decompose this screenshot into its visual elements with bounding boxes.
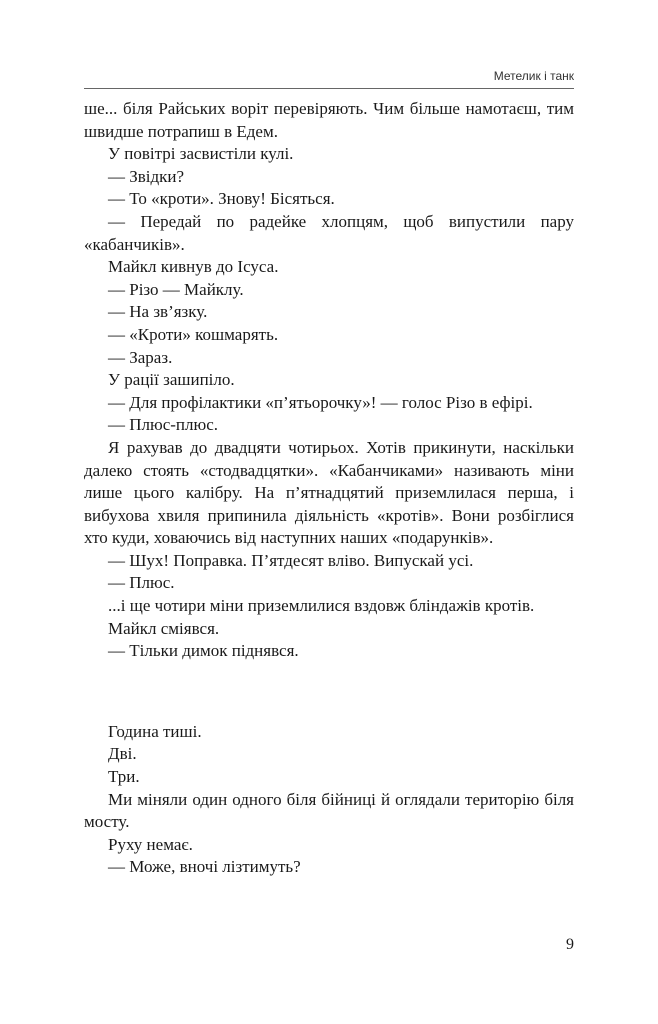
paragraph: У рації зашипіло. [108, 370, 235, 390]
paragraph: — На зв’язку. [108, 302, 208, 322]
paragraph: — Для профілактики «п’ятьорочку»! — голос Різо в ефірі. [108, 392, 533, 412]
paragraph: Година тиші. [108, 721, 202, 741]
paragraph: — Передай по радейке хлопцям, щоб випустили пару «кабанчиків». [84, 211, 574, 254]
paragraph: Руху немає. [108, 834, 193, 854]
paragraph: Ми міняли один одного біля бійниці й оглядали територію біля мосту. [84, 789, 574, 832]
paragraph: — «Кроти» кошмарять. [108, 324, 279, 344]
paragraph: Майкл сміявся. [108, 618, 220, 638]
paragraph: Майкл кивнув до Ісуса. [108, 257, 279, 277]
paragraph: — Звідки? [108, 166, 185, 186]
paragraph: Три. [108, 767, 140, 787]
page-body [84, 98, 574, 879]
paragraph: ше... біля Райських воріт перевіряють. Чим більше намотаєш, тим швидше потрапиш в Едем. [84, 99, 574, 141]
page-number: 9 [566, 936, 574, 953]
paragraph: — Плюс-плюс. [108, 415, 218, 435]
paragraph: — Шух! Поправка. П’ятдесят вліво. Випускай усі. [108, 550, 474, 570]
paragraph: Я рахував до двадцяти чотирьох. Хотів прикинути, наскільки далеко стоять «стодвадцятки». «Кабанчиками» називають міни лише цього калібру. На п’ятнадцятий приземлилася перша, і вибухова хвиля припинила діяльність «кротів». Вони розбіглися хто куди, ховаючись від наступних наших «подарунків». [84, 437, 574, 548]
paragraph: — Різо — Майклу. [108, 279, 244, 299]
paragraph: Дві. [108, 744, 137, 764]
paragraph: — Плюс. [108, 573, 175, 593]
paragraph: У повітрі засвистіли кулі. [108, 144, 294, 164]
paragraph: — То «кроти». Знову! Бісяться. [108, 189, 335, 209]
paragraph: ...і ще чотири міни приземлилися вздовж бліндажів кротів. [108, 596, 535, 616]
running-head: Метелик і танк [493, 69, 574, 83]
paragraph: — Може, вночі лізтимуть? [108, 857, 301, 877]
paragraph: — Тільки димок піднявся. [108, 641, 299, 661]
paragraph: — Зараз. [108, 347, 173, 367]
section-break [84, 663, 574, 721]
header-rule [84, 88, 574, 89]
